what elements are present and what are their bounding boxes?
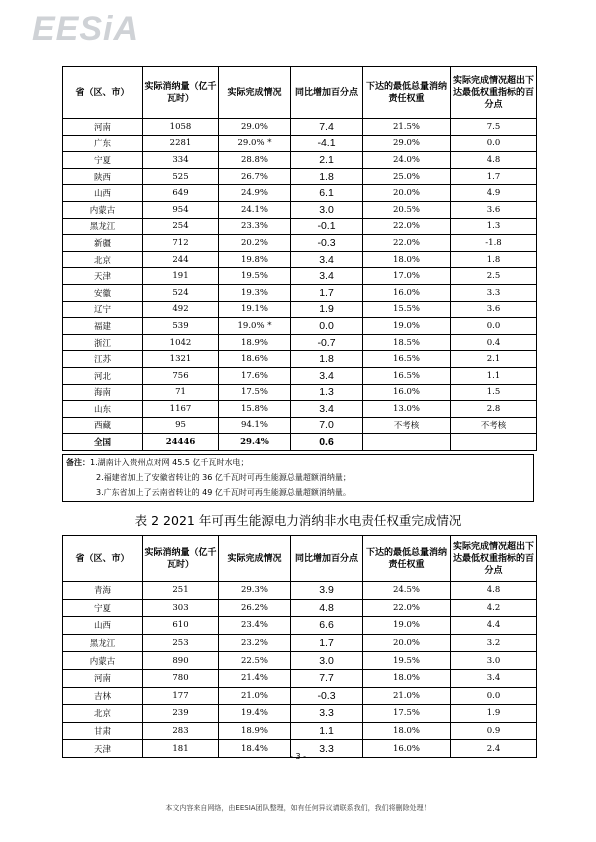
cell-min-weight: 18.0% — [363, 722, 451, 740]
cell-yoy: 3.4 — [291, 401, 363, 418]
cell-consumption: 780 — [143, 669, 219, 687]
cell-yoy: 1.3 — [291, 384, 363, 401]
cell-exceed: 1.5 — [451, 384, 537, 401]
cell-consumption: 539 — [143, 318, 219, 335]
header-actual: 实际完成情况 — [219, 536, 291, 582]
cell-province: 黑龙江 — [63, 218, 143, 235]
cell-province: 西藏 — [63, 417, 143, 434]
cell-actual: 23.2% — [219, 634, 291, 652]
cell-min-weight: 16.5% — [363, 367, 451, 384]
table-row — [63, 284, 537, 301]
notes-label: 备注： — [66, 458, 90, 467]
table-2-caption: 表 2 2021 年可再生能源电力消纳非水电责任权重完成情况 — [134, 513, 462, 528]
cell-min-weight: 21.0% — [363, 687, 451, 705]
cell-consumption: 1167 — [143, 401, 219, 418]
cell-consumption: 244 — [143, 251, 219, 268]
cell-yoy: 3.4 — [291, 251, 363, 268]
cell-province: 吉林 — [63, 687, 143, 705]
cell-yoy: 3.9 — [291, 582, 363, 600]
cell-min-weight: 25.0% — [363, 168, 451, 185]
cell-exceed: 0.0 — [451, 135, 537, 152]
header-consumption: 实际消纳量（亿千瓦时） — [143, 67, 219, 119]
eesia-logo: EESiA — [32, 10, 140, 48]
cell-actual: 18.4% — [219, 740, 291, 758]
note-1: 1.湖南计入贵州点对网 45.5 亿千瓦时水电； — [90, 458, 249, 467]
cell-min-weight: 18.0% — [363, 251, 451, 268]
cell-province: 安徽 — [63, 284, 143, 301]
note-3: 3.广东省加上了云南省转让的 49 亿千瓦时可再生能源总量超额消纳量。 — [96, 488, 351, 497]
table-2-body — [63, 582, 537, 758]
cell-actual: 19.1% — [219, 301, 291, 318]
header-consumption: 实际消纳量（亿千瓦时） — [143, 536, 219, 582]
cell-province: 宁夏 — [63, 599, 143, 617]
cell-province: 福建 — [63, 318, 143, 335]
cell-actual: 23.4% — [219, 617, 291, 635]
table-row — [63, 135, 537, 152]
cell-consumption: 524 — [143, 284, 219, 301]
cell-yoy: 1.7 — [291, 284, 363, 301]
table-total-row — [63, 434, 537, 451]
cell-yoy: 1.7 — [291, 634, 363, 652]
table-row — [63, 582, 537, 600]
cell-exceed: 不考核 — [451, 417, 537, 434]
footer-disclaimer: 本文内容来自网络，由EESIA团队整理，如有任何异议请联系我们，我们将删除处理！ — [165, 804, 431, 812]
cell-exceed: -1.8 — [451, 235, 537, 252]
cell-actual: 15.8% — [219, 401, 291, 418]
cell-yoy: 0.6 — [291, 434, 363, 451]
table-row — [63, 201, 537, 218]
cell-province: 山西 — [63, 185, 143, 202]
cell-exceed: 0.0 — [451, 687, 537, 705]
cell-actual: 24.1% — [219, 201, 291, 218]
cell-min-weight: 20.5% — [363, 201, 451, 218]
cell-actual: 28.8% — [219, 152, 291, 169]
cell-consumption: 24446 — [143, 434, 219, 451]
cell-province: 江苏 — [63, 351, 143, 368]
cell-actual: 19.5% — [219, 268, 291, 285]
header-exceed: 实际完成情况超出下达最低权重指标的百分点 — [451, 67, 537, 119]
table-row — [63, 351, 537, 368]
cell-actual: 22.5% — [219, 652, 291, 670]
cell-yoy: -0.7 — [291, 334, 363, 351]
cell-consumption: 71 — [143, 384, 219, 401]
cell-min-weight: 18.0% — [363, 669, 451, 687]
table-row — [63, 152, 537, 169]
cell-province: 天津 — [63, 268, 143, 285]
cell-actual: 26.2% — [219, 599, 291, 617]
cell-province: 河南 — [63, 669, 143, 687]
cell-consumption: 2281 — [143, 135, 219, 152]
cell-consumption: 251 — [143, 582, 219, 600]
cell-yoy: 1.9 — [291, 301, 363, 318]
cell-actual: 19.3% — [219, 284, 291, 301]
cell-exceed: 3.0 — [451, 652, 537, 670]
note-2: 2.福建省加上了安徽省转让的 36 亿千瓦时可再生能源总量超额消纳量； — [96, 473, 351, 482]
cell-exceed: 3.3 — [451, 284, 537, 301]
table-row — [63, 722, 537, 740]
cell-yoy: 7.4 — [291, 119, 363, 136]
cell-min-weight: 17.5% — [363, 705, 451, 723]
table-row — [63, 634, 537, 652]
table-row — [63, 617, 537, 635]
cell-province: 广东 — [63, 135, 143, 152]
cell-actual: 24.9% — [219, 185, 291, 202]
table-1-body — [63, 119, 537, 451]
cell-yoy: 3.3 — [291, 740, 363, 758]
cell-yoy: 1.1 — [291, 722, 363, 740]
cell-province: 天津 — [63, 740, 143, 758]
cell-min-weight: 22.0% — [363, 218, 451, 235]
table-row — [63, 401, 537, 418]
header-province: 省（区、市） — [63, 536, 143, 582]
cell-province: 河北 — [63, 367, 143, 384]
table-row — [63, 417, 537, 434]
cell-exceed: 3.2 — [451, 634, 537, 652]
cell-min-weight: 16.0% — [363, 384, 451, 401]
table-row — [63, 218, 537, 235]
page-number: - 3 - — [290, 752, 306, 761]
cell-min-weight: 21.5% — [363, 119, 451, 136]
cell-consumption: 610 — [143, 617, 219, 635]
cell-actual: 18.9% — [219, 722, 291, 740]
cell-province: 浙江 — [63, 334, 143, 351]
cell-exceed: 1.9 — [451, 705, 537, 723]
cell-exceed: 1.1 — [451, 367, 537, 384]
cell-consumption: 177 — [143, 687, 219, 705]
cell-province: 黑龙江 — [63, 634, 143, 652]
cell-yoy: 6.6 — [291, 617, 363, 635]
cell-province: 青海 — [63, 582, 143, 600]
cell-exceed: 3.6 — [451, 301, 537, 318]
table-row — [63, 235, 537, 252]
header-min-weight: 下达的最低总量消纳责任权重 — [363, 67, 451, 119]
table-row — [63, 599, 537, 617]
cell-consumption: 181 — [143, 740, 219, 758]
cell-exceed: 1.3 — [451, 218, 537, 235]
table-row — [63, 301, 537, 318]
table-row — [63, 652, 537, 670]
cell-min-weight: 16.0% — [363, 740, 451, 758]
table-row — [63, 334, 537, 351]
cell-exceed: 4.2 — [451, 599, 537, 617]
cell-province: 新疆 — [63, 235, 143, 252]
cell-exceed: 4.8 — [451, 152, 537, 169]
cell-min-weight: 19.0% — [363, 617, 451, 635]
table-2 — [62, 535, 537, 758]
header-province: 省（区、市） — [63, 67, 143, 119]
cell-consumption: 492 — [143, 301, 219, 318]
cell-exceed: 1.8 — [451, 251, 537, 268]
cell-exceed: 2.8 — [451, 401, 537, 418]
header-actual: 实际完成情况 — [219, 67, 291, 119]
cell-exceed: 4.4 — [451, 617, 537, 635]
cell-yoy: 6.1 — [291, 185, 363, 202]
cell-exceed: 1.7 — [451, 168, 537, 185]
cell-exceed — [451, 434, 537, 451]
cell-consumption: 954 — [143, 201, 219, 218]
cell-province: 辽宁 — [63, 301, 143, 318]
cell-exceed: 4.9 — [451, 185, 537, 202]
cell-yoy: 3.4 — [291, 268, 363, 285]
cell-actual: 20.2% — [219, 235, 291, 252]
cell-actual: 21.0% — [219, 687, 291, 705]
cell-min-weight: 29.0% — [363, 135, 451, 152]
cell-actual: 19.4% — [219, 705, 291, 723]
table-row — [63, 251, 537, 268]
cell-min-weight: 16.0% — [363, 284, 451, 301]
table-row — [63, 185, 537, 202]
cell-province: 陕西 — [63, 168, 143, 185]
cell-yoy: 1.8 — [291, 168, 363, 185]
cell-actual: 17.6% — [219, 367, 291, 384]
table-1 — [62, 66, 537, 451]
cell-yoy: 7.0 — [291, 417, 363, 434]
cell-exceed: 3.4 — [451, 669, 537, 687]
cell-province: 内蒙古 — [63, 652, 143, 670]
cell-actual: 21.4% — [219, 669, 291, 687]
header-min-weight: 下达的最低总量消纳责任权重 — [363, 536, 451, 582]
cell-consumption: 756 — [143, 367, 219, 384]
cell-min-weight: 20.0% — [363, 185, 451, 202]
cell-min-weight: 18.5% — [363, 334, 451, 351]
cell-exceed: 2.5 — [451, 268, 537, 285]
cell-yoy: 0.0 — [291, 318, 363, 335]
cell-min-weight — [363, 434, 451, 451]
cell-exceed: 3.6 — [451, 201, 537, 218]
cell-actual: 19.8% — [219, 251, 291, 268]
cell-consumption: 1058 — [143, 119, 219, 136]
cell-province: 山东 — [63, 401, 143, 418]
cell-consumption: 334 — [143, 152, 219, 169]
cell-yoy: 3.4 — [291, 367, 363, 384]
cell-yoy: 3.3 — [291, 705, 363, 723]
cell-min-weight: 20.0% — [363, 634, 451, 652]
cell-exceed: 7.5 — [451, 119, 537, 136]
cell-min-weight: 19.0% — [363, 318, 451, 335]
cell-actual: 29.0% * — [219, 135, 291, 152]
cell-min-weight: 不考核 — [363, 417, 451, 434]
cell-consumption: 712 — [143, 235, 219, 252]
cell-yoy: 7.7 — [291, 669, 363, 687]
cell-actual: 29.3% — [219, 582, 291, 600]
table-row — [63, 119, 537, 136]
cell-province: 河南 — [63, 119, 143, 136]
cell-yoy: -0.1 — [291, 218, 363, 235]
cell-province: 北京 — [63, 251, 143, 268]
cell-yoy: -4.1 — [291, 135, 363, 152]
table-row — [63, 705, 537, 723]
header-exceed: 实际完成情况超出下达最低权重指标的百分点 — [451, 536, 537, 582]
cell-yoy: 3.0 — [291, 201, 363, 218]
table-row — [63, 687, 537, 705]
cell-province: 北京 — [63, 705, 143, 723]
cell-yoy: 1.8 — [291, 351, 363, 368]
table-row — [63, 669, 537, 687]
cell-exceed: 2.4 — [451, 740, 537, 758]
cell-consumption: 239 — [143, 705, 219, 723]
cell-min-weight: 22.0% — [363, 599, 451, 617]
table-row — [63, 168, 537, 185]
cell-actual: 17.5% — [219, 384, 291, 401]
cell-consumption: 1321 — [143, 351, 219, 368]
table-row — [63, 384, 537, 401]
cell-consumption: 283 — [143, 722, 219, 740]
cell-actual: 18.6% — [219, 351, 291, 368]
cell-exceed: 0.0 — [451, 318, 537, 335]
cell-yoy: 3.0 — [291, 652, 363, 670]
cell-yoy: -0.3 — [291, 687, 363, 705]
cell-min-weight: 15.5% — [363, 301, 451, 318]
cell-actual: 23.3% — [219, 218, 291, 235]
cell-consumption: 253 — [143, 634, 219, 652]
cell-actual: 26.7% — [219, 168, 291, 185]
cell-exceed: 4.8 — [451, 582, 537, 600]
table-row — [63, 318, 537, 335]
cell-province: 全国 — [63, 434, 143, 451]
table-1-notes — [62, 454, 534, 502]
cell-actual: 29.0% — [219, 119, 291, 136]
cell-exceed: 2.1 — [451, 351, 537, 368]
cell-consumption: 95 — [143, 417, 219, 434]
cell-province: 宁夏 — [63, 152, 143, 169]
cell-min-weight: 19.5% — [363, 652, 451, 670]
cell-actual: 94.1% — [219, 417, 291, 434]
cell-min-weight: 16.5% — [363, 351, 451, 368]
cell-min-weight: 13.0% — [363, 401, 451, 418]
cell-min-weight: 24.5% — [363, 582, 451, 600]
cell-actual: 18.9% — [219, 334, 291, 351]
cell-province: 内蒙古 — [63, 201, 143, 218]
table-row — [63, 268, 537, 285]
cell-actual: 19.0% * — [219, 318, 291, 335]
cell-province: 山西 — [63, 617, 143, 635]
header-yoy: 同比增加百分点 — [291, 536, 363, 582]
cell-yoy: 2.1 — [291, 152, 363, 169]
cell-min-weight: 22.0% — [363, 235, 451, 252]
cell-consumption: 254 — [143, 218, 219, 235]
cell-consumption: 890 — [143, 652, 219, 670]
cell-exceed: 0.4 — [451, 334, 537, 351]
cell-consumption: 649 — [143, 185, 219, 202]
cell-consumption: 191 — [143, 268, 219, 285]
cell-yoy: -0.3 — [291, 235, 363, 252]
table-row — [63, 367, 537, 384]
cell-yoy: 4.8 — [291, 599, 363, 617]
cell-province: 甘肃 — [63, 722, 143, 740]
cell-consumption: 303 — [143, 599, 219, 617]
header-yoy: 同比增加百分点 — [291, 67, 363, 119]
cell-consumption: 1042 — [143, 334, 219, 351]
cell-province: 海南 — [63, 384, 143, 401]
cell-consumption: 525 — [143, 168, 219, 185]
cell-exceed: 0.9 — [451, 722, 537, 740]
cell-actual: 29.4% — [219, 434, 291, 451]
cell-min-weight: 17.0% — [363, 268, 451, 285]
cell-min-weight: 24.0% — [363, 152, 451, 169]
